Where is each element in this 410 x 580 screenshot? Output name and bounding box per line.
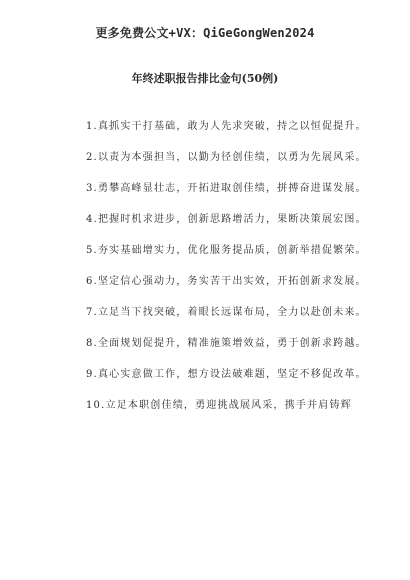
list-item: 3.勇攀高峰显壮志，开拓进取创佳绩，拼搏奋进谋发展。	[86, 183, 367, 194]
list-item: 7.立足当下找突破，着眼长远谋布局，全力以赴创未来。	[86, 307, 367, 318]
list-item: 2.以责为本强担当，以勤为径创佳绩，以勇为先展风采。	[86, 152, 367, 163]
list-item: 9.真心实意做工作，想方设法破难题，坚定不移促改革。	[86, 369, 367, 380]
list-item: 6.坚定信心强动力，务实苦干出实效，开拓创新求发展。	[86, 276, 367, 287]
list-item: 1.真抓实干打基础，敢为人先求突破，持之以恒促提升。	[86, 121, 367, 132]
list-item: 5.夯实基础增实力，优化服务提品质，创新举措促繁荣。	[86, 245, 367, 256]
sentence-list	[56, 117, 370, 427]
list-item: 8.全面规划促提升，精准施策增效益，勇于创新求跨越。	[86, 338, 367, 349]
document-title: 年终述职报告排比金句(50例)	[131, 72, 279, 85]
list-item: 10.立足本职创佳绩，勇迎挑战展风采，携手并肩铸辉	[86, 400, 352, 411]
page-header: 更多免费公文+VX：QiGeGongWen2024	[95, 26, 315, 40]
list-item: 4.把握时机求进步，创新思路增活力，果断决策展宏图。	[86, 214, 367, 225]
